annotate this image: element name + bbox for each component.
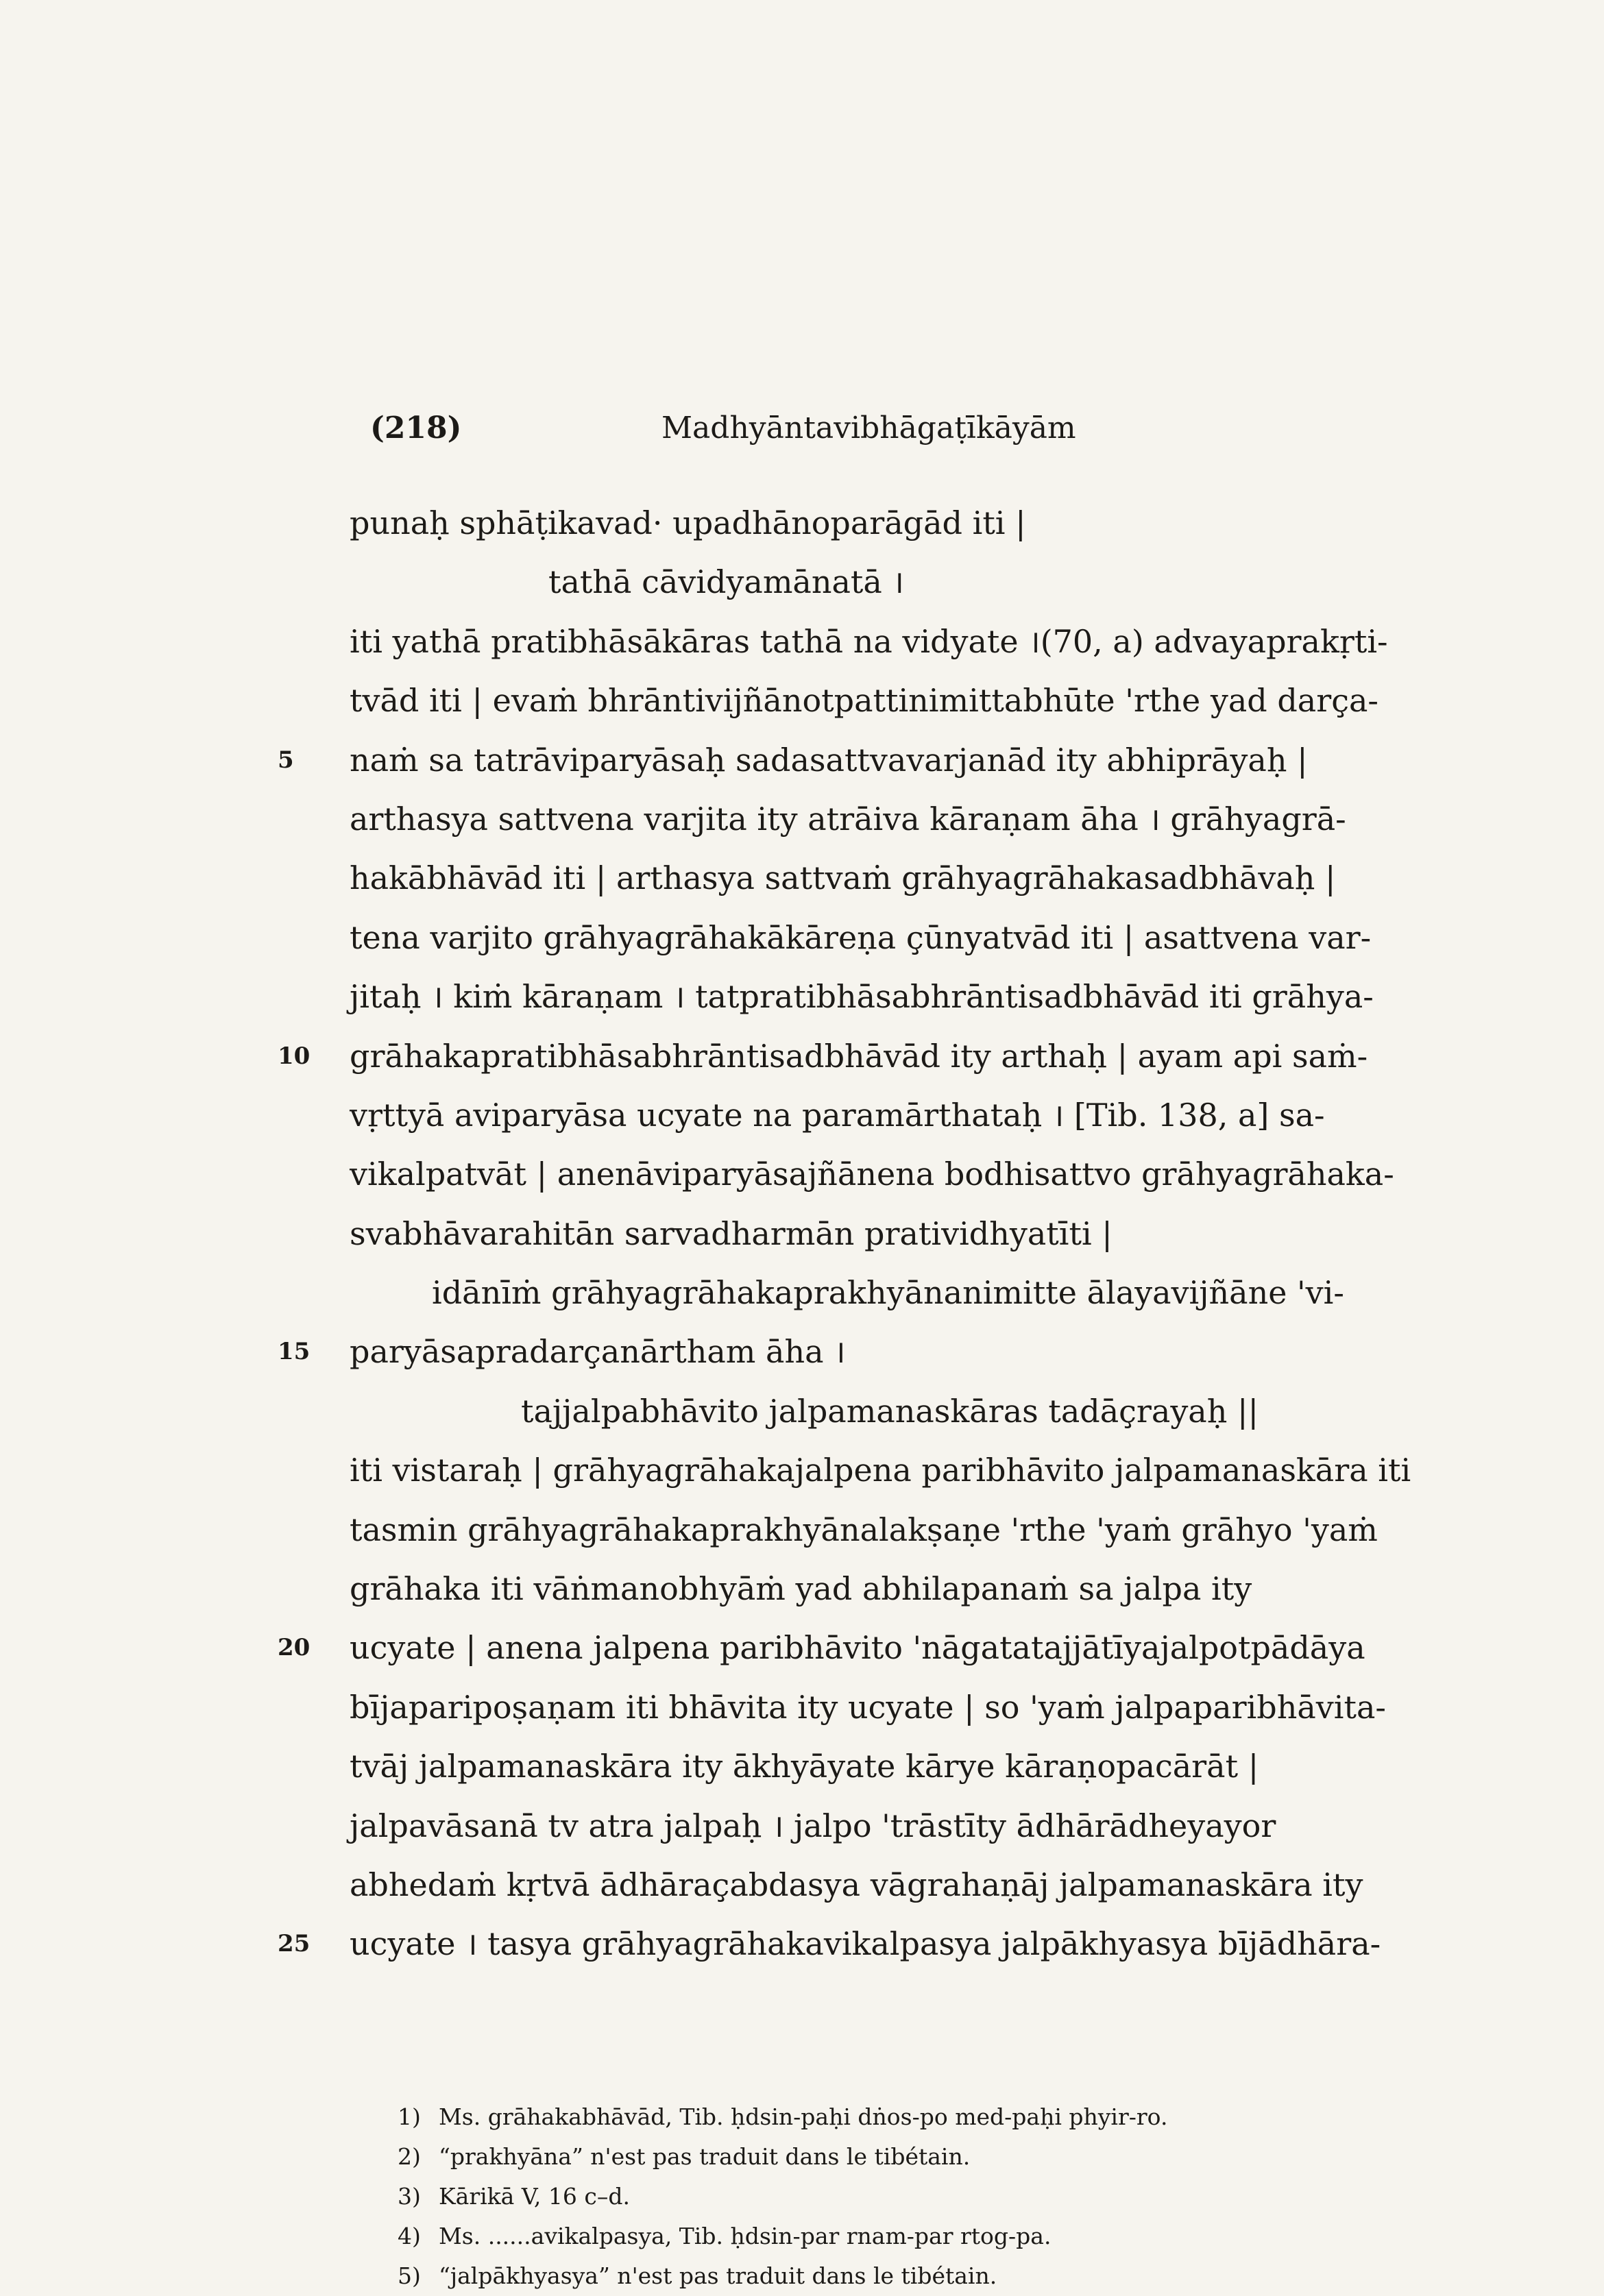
line-text: hakābhāvād iti | arthasya sattvaṁ grāhyagrāhakasadbhāvaḥ | [350, 859, 1336, 897]
text-line [350, 1737, 1474, 1796]
text-line [350, 671, 1474, 730]
line-text: idānīṁ grāhyagrāhakaprakhyānanimitte ālayavijñāne 'vi- [432, 1274, 1344, 1312]
footnote-text: Ms. ......avikalpasya, Tib. ḥdsin-par rnam-par rtog-pa. [439, 2223, 1052, 2249]
footnote [398, 2097, 1426, 2137]
footnote-text: Ms. grāhakabhāvād, Tib. ḥdsin-paḥi dṅos-po med-paḥi phyir-ro. [439, 2103, 1168, 2130]
line-text: vṛttyā aviparyāsa ucyate na paramārthataḥ । [Tib. 138, a] sa- [350, 1096, 1325, 1134]
line-number: 10 [278, 1042, 311, 1070]
text-line [278, 1914, 1474, 1973]
line-text: iti vistaraḥ | grāhyagrāhakajalpena paribhāvito jalpamanaskāra iti [350, 1452, 1411, 1489]
text-line [350, 1441, 1474, 1500]
text-line [278, 731, 1474, 790]
running-title: Madhyāntavibhāgaṭīkāyām [661, 411, 1076, 445]
text-line [350, 790, 1474, 848]
footnote-text: “jalpākhyasya” n'est pas traduit dans le tibétain. [439, 2262, 997, 2289]
text-line [350, 1263, 1474, 1322]
footnote-number: 1) [398, 2103, 421, 2130]
text-line [350, 1855, 1474, 1914]
footnote-number: 4) [398, 2223, 421, 2249]
line-text: abhedaṁ kṛtvā ādhāraçabdasya vāgrahaṇāj jalpamanaskāra ity [350, 1866, 1363, 1903]
line-text: paryāsapradarçanārtham āha । [350, 1333, 846, 1371]
footnote [398, 2137, 1426, 2177]
text-line [350, 967, 1474, 1026]
text-body [278, 493, 1474, 1974]
line-text: tena varjito grāhyagrāhakākāreṇa çūnyatvād iti | asattvena var- [350, 918, 1372, 956]
text-line [350, 493, 1474, 552]
line-text: tajjalpabhāvito jalpamanaskāras tadāçrayaḥ || [521, 1392, 1259, 1430]
line-text: grāhaka iti vāṅmanobhyāṁ yad abhilapanaṁ sa jalpa ity [350, 1570, 1252, 1608]
line-text: vikalpatvāt | anenāviparyāsajñānena bodhisattvo grāhyagrāhaka- [350, 1156, 1394, 1193]
line-number: 5 [278, 746, 294, 774]
footnotes [398, 2097, 1426, 2296]
text-line [350, 1145, 1474, 1204]
text-line [278, 1322, 1474, 1381]
footnote [398, 2177, 1426, 2216]
footnote-text: Kārikā V, 16 c–d. [439, 2183, 630, 2210]
text-line [350, 1559, 1474, 1618]
line-number: 20 [278, 1634, 311, 1662]
line-text: tvāj jalpamanaskāra ity ākhyāyate kārye kāraṇopacārāt | [350, 1748, 1259, 1785]
text-line [350, 1678, 1474, 1737]
line-text: punaḥ sphāṭikavad· upadhānoparāgād iti | [350, 504, 1026, 541]
text-line [350, 908, 1474, 967]
text-line [350, 1382, 1474, 1441]
line-number: 25 [278, 1930, 311, 1958]
line-number: 15 [278, 1338, 311, 1366]
line-text: grāhakapratibhāsabhrāntisadbhāvād ity arthaḥ | ayam api saṁ- [350, 1037, 1368, 1075]
footnote-text: “prakhyāna” n'est pas traduit dans le tibétain. [439, 2143, 971, 2170]
line-text: ucyate | anena jalpena paribhāvito 'nāgatatajjātīyajalpotpādāya [350, 1629, 1365, 1667]
text-line [350, 848, 1474, 907]
line-text: jitaḥ । kiṁ kāraṇam । tatpratibhāsabhrāntisadbhāvād iti grāhya- [350, 978, 1374, 1016]
page-number: (218) [370, 411, 462, 445]
line-text: jalpavāsanā tv atra jalpaḥ । jalpo 'trāstīty ādhārādheyayor [350, 1807, 1276, 1844]
line-text: svabhāvarahitān sarvadharmān pratividhyatīti | [350, 1214, 1113, 1252]
line-text: ucyate । tasya grāhyagrāhakavikalpasya jalpākhyasya bījādhāra- [350, 1925, 1381, 1963]
line-text: naṁ sa tatrāviparyāsaḥ sadasattvavarjanād ity abhiprāyaḥ | [350, 741, 1308, 779]
text-line [350, 612, 1474, 671]
page-header [370, 404, 1193, 452]
footnote-number: 3) [398, 2183, 421, 2210]
footnote [398, 2216, 1426, 2256]
text-line [350, 552, 1474, 611]
footnote [398, 2256, 1426, 2296]
text-line [350, 1796, 1474, 1855]
line-text: arthasya sattvena varjita ity atrāiva kāraṇam āha । grāhyagrā- [350, 800, 1346, 838]
line-text: iti yathā pratibhāsākāras tathā na vidyate ।(70, a) advayaprakṛti- [350, 622, 1388, 660]
line-text: tasmin grāhyagrāhakaprakhyānalakṣaṇe 'rthe 'yaṁ grāhyo 'yaṁ [350, 1511, 1378, 1548]
text-line [350, 1500, 1474, 1559]
text-line [350, 1204, 1474, 1263]
footnote-number: 2) [398, 2143, 421, 2170]
line-text: tvād iti | evaṁ bhrāntivijñānotpattinimittabhūte 'rthe yad darça- [350, 682, 1378, 720]
line-text: bījaparipoṣaṇam iti bhāvita ity ucyate | so 'yaṁ jalpaparibhāvita- [350, 1688, 1386, 1726]
text-line [278, 1618, 1474, 1677]
line-text: tathā cāvidyamānatā । [548, 563, 904, 601]
text-line [278, 1027, 1474, 1086]
footnote-number: 5) [398, 2262, 421, 2289]
text-line [350, 1086, 1474, 1145]
